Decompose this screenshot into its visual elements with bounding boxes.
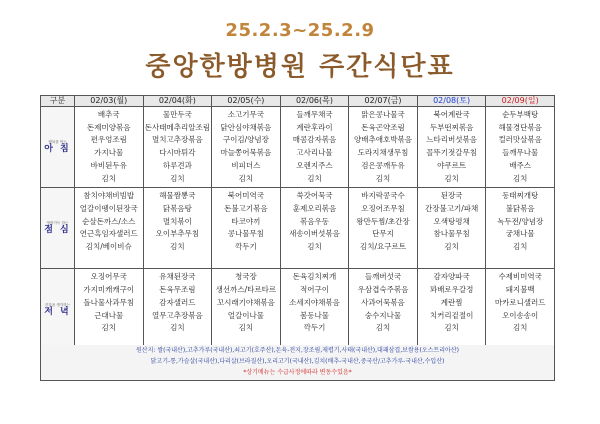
menu-cell-breakfast-sun xyxy=(486,107,555,188)
menu-item: 맑은콩나물국 xyxy=(361,110,405,119)
menu-item: 닭볶음탕 xyxy=(162,203,192,213)
menu-item: 녹두전/양념장 xyxy=(497,216,544,226)
menu-item: 가지나물 xyxy=(94,148,124,158)
menu-change-note: *상기메뉴는 수급사정에따라 변동수있음* xyxy=(243,369,352,376)
menu-item: 꽈배로우갈정 xyxy=(429,285,474,295)
menu-item: 새송이버섯볶음 xyxy=(289,229,340,239)
menu-item: 순살돈까스/소스 xyxy=(82,216,136,226)
menu-item: 사과어묵볶음 xyxy=(361,297,405,307)
menu-item: 김치 xyxy=(444,323,459,333)
menu-cell-lunch-sat xyxy=(417,188,486,269)
menu-item: 김치 xyxy=(512,173,528,183)
meal-sub-label: 영양가득 하는 xyxy=(46,220,69,226)
meal-sub-label: 행복을 여는 xyxy=(48,139,67,144)
menu-item: 수제비미역국 xyxy=(498,272,542,282)
menu-item: 참치야채비빔밥 xyxy=(83,191,135,201)
menu-item: 된장국 xyxy=(440,191,463,201)
menu-item: 깍두기 xyxy=(303,323,326,333)
menu-item: 돈제미양볶음 xyxy=(87,122,131,132)
menu-item: 볶음우동 xyxy=(299,216,329,226)
day-header-mon: 02/03(월) xyxy=(75,96,144,107)
menu-item: 감자양파국 xyxy=(433,272,470,282)
meal-label-dinner xyxy=(41,269,75,350)
menu-cell-dinner-sat xyxy=(417,269,486,350)
menu-item: 오색탕평채 xyxy=(433,216,470,226)
menu-item: 마카로니샐러드 xyxy=(494,297,546,307)
menu-item: 콩나물무침 xyxy=(227,229,265,239)
menu-item: 김치 xyxy=(512,242,528,252)
menu-item: 돈불고기볶음 xyxy=(224,203,268,213)
menu-cell-breakfast-thu xyxy=(280,107,349,188)
menu-item xyxy=(75,254,143,267)
origin-line-2: 닭고기-통,가슴살(국내산),다리살(브라질산),오리고기(국내산),김치(배추-국내산,중국산/고추가루-국내산,수입산) xyxy=(150,358,445,365)
menu-item: 깍두기 xyxy=(235,242,257,252)
origin-line-1: 원산지: 쌀(국내산),고추가루(국내산),쇠고기(호주산),돈육-전지,장조림,제렵기,사태(국내산),대패삼겹,보쌈용(오스트리아산) xyxy=(136,347,459,354)
menu-item: 훈제오리볶음 xyxy=(292,203,337,213)
menu-item: 돈육곤약조림 xyxy=(361,122,405,132)
menu-item: 하루견과 xyxy=(162,160,192,170)
day-header-tue: 02/04(화) xyxy=(143,96,212,107)
menu-item: 얼갈이나물 xyxy=(227,310,265,320)
menu-item: 비피더스 xyxy=(231,160,261,170)
menu-item: 북어미역국 xyxy=(227,191,265,201)
menu-cell-dinner-wed xyxy=(212,269,281,350)
meal-sub-label: 건강을 생각하는 xyxy=(44,301,71,307)
menu-cell-dinner-mon xyxy=(75,269,144,350)
menu-item: 근대나물 xyxy=(94,310,124,320)
menu-item: 간장불고기/파채 xyxy=(424,203,479,213)
menu-item: 생선까스/타르타르 xyxy=(215,285,277,295)
meal-row-breakfast xyxy=(41,107,555,188)
menu-item: 양배추애호박볶음 xyxy=(354,135,413,145)
menu-cell-lunch-thu xyxy=(280,188,349,269)
menu-item: 유채된장국 xyxy=(159,272,196,282)
menu-item: 해물짬뽕국 xyxy=(159,191,196,201)
menu-item xyxy=(144,254,212,267)
menu-item: 김치 xyxy=(444,173,459,183)
menu-item: 돈사태메추리알조림 xyxy=(144,122,210,132)
menu-item: 돌나물사과무침 xyxy=(83,297,135,307)
menu-item: 김치 xyxy=(170,173,185,183)
menu-item: 동태찌개탕 xyxy=(502,191,539,201)
menu-item: 계란후라이 xyxy=(296,122,333,132)
menu-item: 오렌지주스 xyxy=(296,160,333,170)
menu-item: 멸치볶이 xyxy=(162,216,192,226)
menu-item xyxy=(212,254,280,267)
menu-item: 들깨무채국 xyxy=(296,110,333,119)
menu-item: 김치 xyxy=(170,242,185,252)
menu-item: 김치 xyxy=(375,173,391,183)
menu-item: 연근흑임자샐러드 xyxy=(79,229,138,239)
menu-item: 마늘쫑어묵볶음 xyxy=(220,148,272,158)
menu-item: 김치/베이비슈 xyxy=(85,242,132,252)
menu-item: 검은콩깨두유 xyxy=(361,160,405,170)
meal-name: 저 녁 xyxy=(44,306,71,317)
menu-cell-dinner-tue xyxy=(143,269,212,350)
meal-label-lunch xyxy=(41,188,75,269)
menu-item: 꼴뚜기젓갈무침 xyxy=(426,148,477,158)
menu-item: 김치 xyxy=(307,173,322,183)
menu-item: 타코야끼 xyxy=(231,216,261,226)
menu-item: 컬러맛살볶음 xyxy=(498,135,542,145)
menu-item: 해물경단볶음 xyxy=(498,122,542,132)
menu-item: 얼갈이뗑이된장국 xyxy=(79,203,138,213)
date-range: 25.2.3~25.2.9 xyxy=(225,20,375,41)
menu-cell-dinner-fri xyxy=(349,269,418,350)
menu-item: 적어구이 xyxy=(299,285,329,295)
menu-item xyxy=(486,254,554,267)
menu-item: 돈육김치찌개 xyxy=(292,272,337,282)
meal-name: 아 침 xyxy=(44,144,71,155)
menu-item xyxy=(418,254,486,267)
menu-item: 단무지 xyxy=(372,229,394,239)
menu-item: 바지락콩국수 xyxy=(361,191,405,201)
menu-item: 다시마튀각 xyxy=(159,148,196,158)
menu-item: 고사리나물 xyxy=(296,148,333,158)
menu-item xyxy=(281,254,349,267)
day-header-sun: 02/09(일) xyxy=(486,96,555,107)
menu-item: 멸치고추장볶음 xyxy=(151,135,203,145)
menu-item: 느타리버섯볶음 xyxy=(426,135,477,145)
menu-item: 김치 xyxy=(101,323,117,333)
menu-item: 소고기무국 xyxy=(227,110,265,119)
menu-item: 오징어조무침 xyxy=(361,203,405,213)
menu-cell-breakfast-sat xyxy=(417,107,486,188)
menu-cell-breakfast-fri xyxy=(349,107,418,188)
menu-item: 물만두국 xyxy=(162,110,192,119)
menu-item: 돈육무조림 xyxy=(159,285,196,295)
day-header-fri: 02/07(금) xyxy=(349,96,418,107)
menu-item: 숭수지나물 xyxy=(364,310,402,320)
menu-cell-breakfast-mon xyxy=(75,107,144,188)
menu-item: 궁채나물 xyxy=(505,229,535,239)
weekly-menu-table xyxy=(40,95,555,351)
menu-item: 쑥갓어묵국 xyxy=(296,191,333,201)
menu-item: 닭안심야채볶음 xyxy=(220,122,272,132)
menu-item: 꼬시래기야채볶음 xyxy=(216,297,275,307)
menu-item: 매콤감자볶음 xyxy=(292,135,337,145)
menu-item: 오징어무국 xyxy=(90,272,127,282)
menu-item: 소세지야채볶음 xyxy=(289,297,340,307)
menu-cell-breakfast-tue xyxy=(143,107,212,188)
menu-cell-lunch-tue xyxy=(143,188,212,269)
menu-item: 오이부추무침 xyxy=(155,229,200,239)
menu-item: 김치 xyxy=(238,323,254,333)
menu-item: 청국장 xyxy=(235,272,257,282)
menu-cell-breakfast-wed xyxy=(212,107,281,188)
day-header-wed: 02/05(수) xyxy=(212,96,281,107)
menu-item: 치커리겉절이 xyxy=(429,310,474,320)
menu-item: 돼지불백 xyxy=(505,285,535,295)
menu-item: 편우엉조림 xyxy=(90,135,127,145)
menu-item: 오이송송이 xyxy=(502,310,539,320)
menu-cell-lunch-fri xyxy=(349,188,418,269)
menu-item xyxy=(349,254,417,267)
menu-item: 계란찜 xyxy=(440,297,463,307)
menu-item: 북어계란국 xyxy=(433,110,470,119)
corner-label: 구분 xyxy=(41,96,75,107)
menu-cell-dinner-sun xyxy=(486,269,555,350)
menu-item: 가지미캐캐구이 xyxy=(83,285,135,295)
menu-item: 김치 xyxy=(101,173,117,183)
menu-item: 김치/요구르트 xyxy=(360,242,407,252)
menu-item: 배추국 xyxy=(97,110,120,119)
menu-item: 바비된두유 xyxy=(90,160,127,170)
menu-item: 열무고추장볶음 xyxy=(151,310,203,320)
page-title: 중앙한방병원 주간식단표 xyxy=(145,52,455,82)
menu-item: 봄동나물 xyxy=(299,310,329,320)
table-header-row xyxy=(41,96,555,107)
meal-name: 점 심 xyxy=(44,225,71,236)
menu-item: 김치 xyxy=(444,242,459,252)
menu-item: 김치 xyxy=(375,323,391,333)
menu-item: 구이김/양념장 xyxy=(222,135,269,145)
menu-item: 김치 xyxy=(170,323,185,333)
menu-cell-lunch-mon xyxy=(75,188,144,269)
menu-item: 야쿠르트 xyxy=(437,160,467,170)
menu-item: 감자샐러드 xyxy=(159,297,196,307)
menu-item: 들깨버섯국 xyxy=(364,272,402,282)
menu-item: 왕만두찜/초간장 xyxy=(356,216,410,226)
meal-row-lunch xyxy=(41,188,555,269)
menu-cell-lunch-wed xyxy=(212,188,281,269)
menu-item: 김치 xyxy=(238,173,254,183)
menu-item: 김치 xyxy=(512,323,528,333)
menu-cell-lunch-sun xyxy=(486,188,555,269)
menu-cell-dinner-thu xyxy=(280,269,349,350)
menu-item: 배주스 xyxy=(509,160,532,170)
meal-row-dinner xyxy=(41,269,555,350)
menu-item: 김치 xyxy=(307,242,322,252)
menu-item: 불닭볶음 xyxy=(505,203,535,213)
day-header-thu: 02/06(목) xyxy=(280,96,349,107)
menu-item: 도라지채생무침 xyxy=(357,148,409,158)
menu-item: 두부떤찌볶음 xyxy=(429,122,474,132)
menu-item: 순두부백탕 xyxy=(502,110,539,119)
day-header-sat: 02/08(토) xyxy=(417,96,486,107)
origin-footer xyxy=(40,345,555,381)
menu-item: 우삼겹숙주볶음 xyxy=(357,285,409,295)
meal-label-breakfast xyxy=(41,107,75,188)
menu-item: 들깨무나물 xyxy=(502,148,539,158)
menu-item: 참나물무침 xyxy=(433,229,470,239)
